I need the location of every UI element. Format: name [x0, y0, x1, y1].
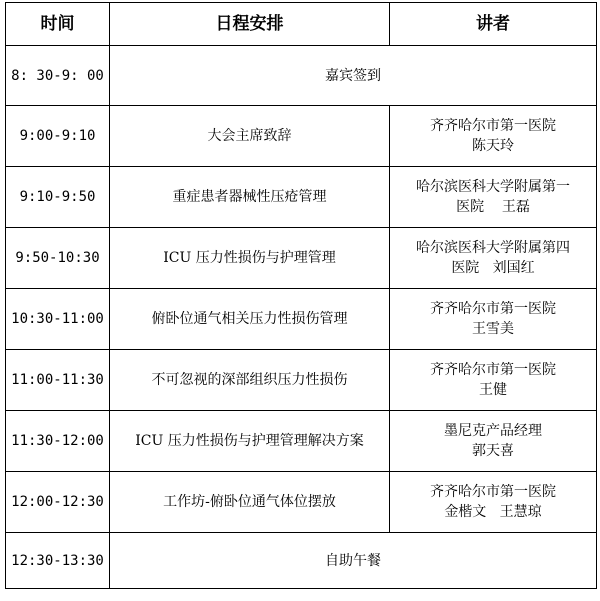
speaker-cell	[390, 289, 597, 350]
schedule-table	[5, 2, 597, 589]
time-cell: 12:00-12:30	[6, 472, 110, 533]
time-cell: 10:30-11:00	[6, 289, 110, 350]
topic-cell: 重症患者器械性压疮管理	[110, 167, 390, 228]
table-row	[6, 46, 597, 106]
time-cell: 12:30-13:30	[6, 533, 110, 589]
speaker-affiliation: 墨尼克产品经理	[444, 423, 542, 439]
header-time: 时间	[6, 3, 110, 46]
table-row	[6, 167, 597, 228]
speaker-name: 陈天玲	[472, 138, 514, 154]
time-cell: 9:00-9:10	[6, 106, 110, 167]
speaker-name: 金楷文 王慧琼	[444, 504, 542, 520]
speaker-name: 郭天喜	[472, 443, 514, 459]
merged-cell: 嘉宾签到	[110, 46, 597, 106]
speaker-affiliation: 齐齐哈尔市第一医院	[430, 362, 556, 378]
header-row	[6, 3, 597, 46]
time-cell: 11:00-11:30	[6, 350, 110, 411]
header-agenda: 日程安排	[110, 3, 390, 46]
time-cell: 9:50-10:30	[6, 228, 110, 289]
header-speaker: 讲者	[390, 3, 597, 46]
table-row	[6, 106, 597, 167]
speaker-affiliation: 齐齐哈尔市第一医院	[430, 118, 556, 134]
time-cell: 11:30-12:00	[6, 411, 110, 472]
table-row	[6, 411, 597, 472]
topic-cell: 不可忽视的深部组织压力性损伤	[110, 350, 390, 411]
table-row	[6, 472, 597, 533]
speaker-cell	[390, 411, 597, 472]
speaker-affiliation: 齐齐哈尔市第一医院	[430, 301, 556, 317]
speaker-name: 王雪美	[472, 321, 514, 337]
speaker-cell	[390, 167, 597, 228]
speaker-cell	[390, 350, 597, 411]
topic-cell: 大会主席致辞	[110, 106, 390, 167]
time-cell: 9:10-9:50	[6, 167, 110, 228]
topic-cell: 工作坊-俯卧位通气体位摆放	[110, 472, 390, 533]
time-cell: 8: 30-9: 00	[6, 46, 110, 106]
table-row	[6, 350, 597, 411]
speaker-cell	[390, 472, 597, 533]
speaker-cell	[390, 228, 597, 289]
topic-cell: ICU 压力性损伤与护理管理解决方案	[110, 411, 390, 472]
topic-cell: 俯卧位通气相关压力性损伤管理	[110, 289, 390, 350]
merged-cell: 自助午餐	[110, 533, 597, 589]
table-row	[6, 533, 597, 589]
speaker-name: 医院 刘国红	[451, 260, 535, 276]
speaker-cell	[390, 106, 597, 167]
speaker-name: 王健	[479, 382, 507, 398]
table-row	[6, 289, 597, 350]
table-row	[6, 228, 597, 289]
topic-cell: ICU 压力性损伤与护理管理	[110, 228, 390, 289]
speaker-affiliation: 哈尔滨医科大学附属第一	[416, 179, 570, 195]
speaker-affiliation: 齐齐哈尔市第一医院	[430, 484, 556, 500]
speaker-affiliation: 哈尔滨医科大学附属第四	[416, 240, 570, 256]
speaker-name: 医院 王磊	[456, 199, 530, 215]
